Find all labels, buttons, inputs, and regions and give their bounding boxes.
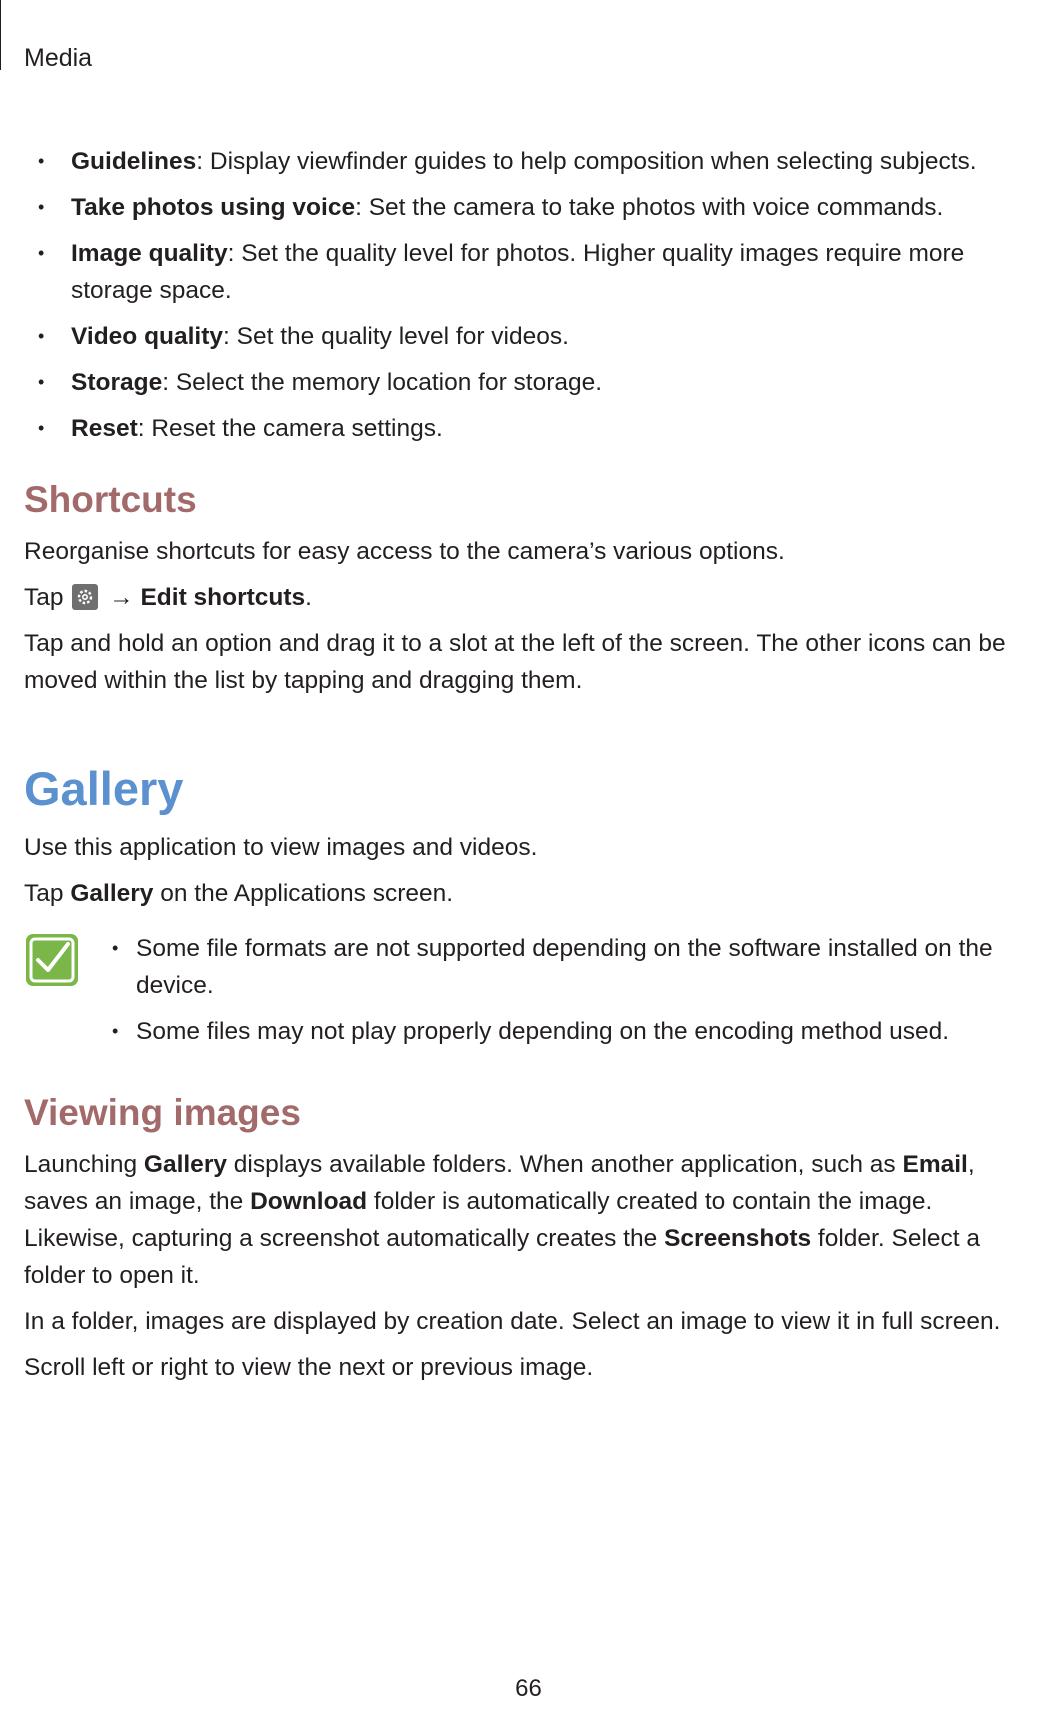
tap-suffix: . — [305, 584, 312, 611]
note-text: Some file formats are not supported depending on the software installed on the device. — [136, 935, 993, 999]
note-box — [24, 930, 1034, 1050]
shortcuts-tap-instruction — [24, 579, 1034, 616]
page-edge-rule — [0, 0, 1, 70]
setting-description: : Set the quality level for photos. Higher quality images require more storage space. — [71, 240, 965, 304]
shortcuts-intro: Reorganise shortcuts for easy access to the camera’s various options. — [24, 538, 785, 565]
text-run: folder. Select a folder to open it. — [24, 1225, 981, 1289]
page-content — [24, 143, 1034, 1395]
list-item — [24, 235, 1034, 309]
download-folder-label: Download — [250, 1188, 368, 1215]
tap-text: Tap — [24, 880, 64, 907]
section-label: Media — [24, 44, 93, 72]
gallery-tap-instruction — [24, 875, 1034, 912]
list-item — [24, 143, 1034, 180]
arrow-icon: → — [109, 584, 134, 611]
email-label: Email — [902, 1151, 968, 1178]
setting-description: : Set the quality level for videos. — [223, 323, 569, 350]
viewing-images-scroll-text: Scroll left or right to view the next or previous image. — [24, 1354, 594, 1381]
bullet-icon: • — [38, 151, 45, 171]
text-run: Launching — [24, 1151, 144, 1178]
bullet-icon: • — [38, 197, 45, 217]
setting-description: : Display viewfinder guides to help composition when selecting subjects. — [196, 148, 977, 175]
gallery-intro: Use this application to view images and videos. — [24, 834, 538, 861]
gallery-label: Gallery — [143, 1151, 227, 1178]
gallery-heading: Gallery — [24, 762, 184, 815]
bullet-icon: • — [112, 938, 119, 958]
camera-settings-list — [24, 143, 1034, 447]
list-item — [112, 930, 1034, 1004]
text-run: displays available folders. When another application, such as — [226, 1151, 903, 1178]
viewing-images-paragraph — [24, 1146, 1034, 1294]
text-run: folder is automatically created to contain the image. Likewise, capturing a screenshot automatically creates the — [24, 1188, 933, 1252]
setting-term: Image quality — [71, 240, 228, 267]
list-item — [24, 410, 1034, 447]
bullet-icon: • — [112, 1021, 119, 1041]
setting-description: : Select the memory location for storage. — [162, 369, 603, 396]
settings-gear-icon — [72, 584, 98, 610]
bullet-icon: • — [38, 418, 45, 438]
list-item — [24, 189, 1034, 226]
shortcuts-heading: Shortcuts — [24, 479, 197, 520]
setting-term: Video quality — [71, 323, 224, 350]
viewing-images-folder-text: In a folder, images are displayed by creation date. Select an image to view it in full screen. — [24, 1308, 1001, 1335]
setting-term: Take photos using voice — [71, 194, 356, 221]
note-check-icon — [24, 932, 80, 988]
screenshots-folder-label: Screenshots — [664, 1225, 812, 1252]
edit-shortcuts-label: Edit shortcuts — [140, 584, 306, 611]
text-run: , saves an image, the — [24, 1151, 975, 1215]
setting-term: Reset — [71, 415, 138, 442]
shortcuts-instructions: Tap and hold an option and drag it to a slot at the left of the screen. The other icons can be moved within the list by tapping and dragging them. — [24, 630, 1006, 694]
setting-term: Storage — [71, 369, 163, 396]
note-text: Some files may not play properly depending on the encoding method used. — [136, 1018, 950, 1045]
list-item — [112, 1013, 1034, 1050]
bullet-icon: • — [38, 372, 45, 392]
list-item — [24, 364, 1034, 401]
tap-suffix: on the Applications screen. — [153, 880, 454, 907]
setting-description: : Set the camera to take photos with voice commands. — [355, 194, 944, 221]
note-list — [24, 930, 1034, 1050]
tap-text: Tap — [24, 584, 64, 611]
bullet-icon: • — [38, 326, 45, 346]
gallery-app-label: Gallery — [70, 880, 154, 907]
viewing-images-heading: Viewing images — [24, 1092, 301, 1133]
setting-term: Guidelines — [71, 148, 197, 175]
list-item — [24, 318, 1034, 355]
page-number: 66 — [515, 1675, 542, 1702]
bullet-icon: • — [38, 243, 45, 263]
setting-description: : Reset the camera settings. — [137, 415, 443, 442]
